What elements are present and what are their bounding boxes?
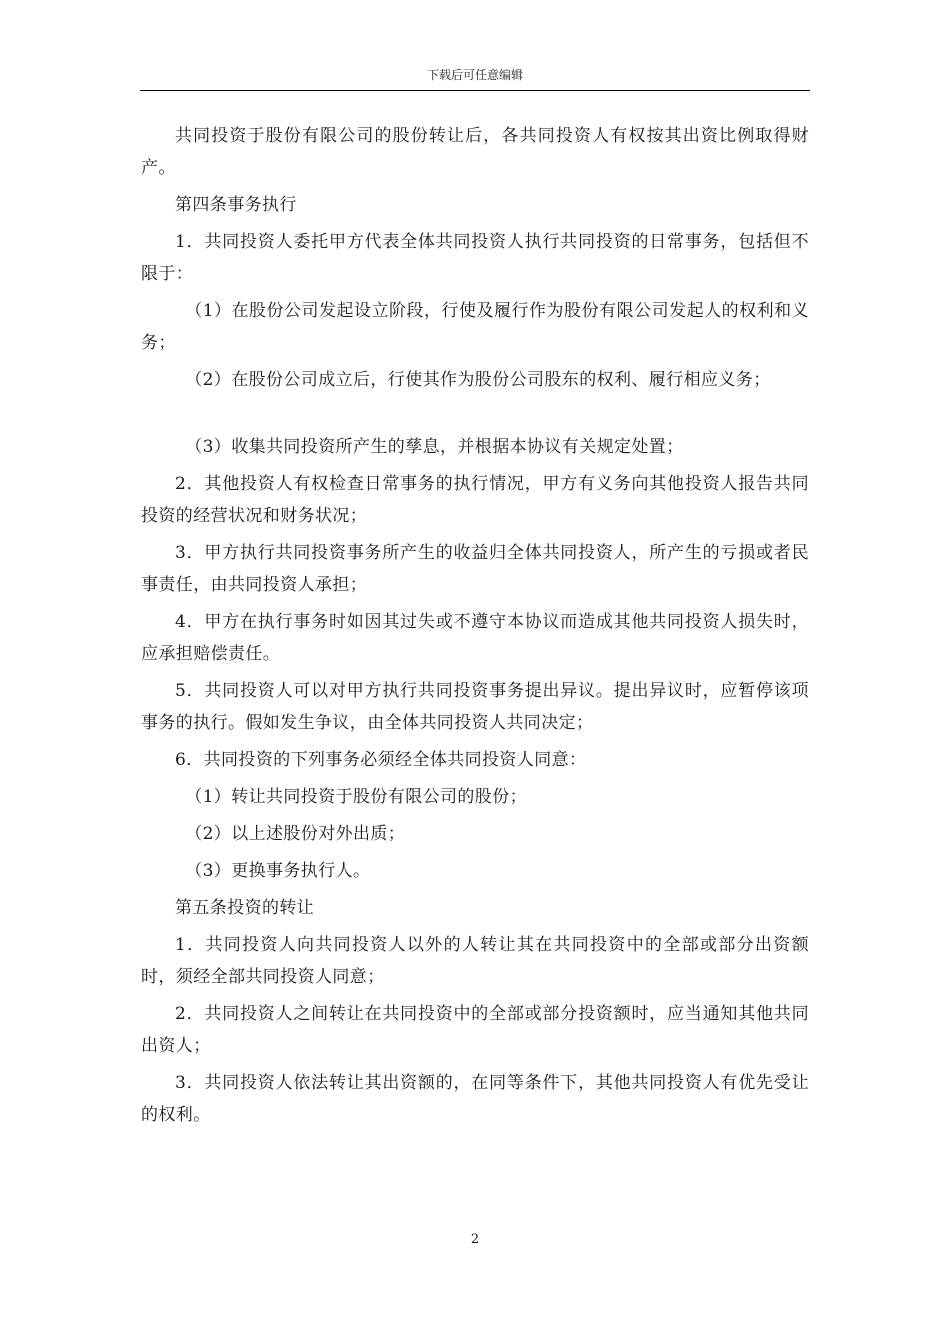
header-rule <box>140 90 810 91</box>
paragraph-4-6: 6．共同投资的下列事务必须经全体共同投资人同意： <box>175 750 587 770</box>
paragraph-4-1-item-1: （1）在股份公司发起设立阶段，行使及履行作为股份有限公司发起人的权利和义务； <box>141 301 809 353</box>
paragraph-4-1-item-2: （2）在股份公司成立后，行使其作为股份公司股东的权利、履行相应义务； <box>185 370 771 390</box>
document-body <box>141 120 809 1136</box>
page-number: 2 <box>470 1232 480 1247</box>
article-5-heading: 第五条投资的转让 <box>175 898 315 918</box>
paragraph-5-3: 3．共同投资人依法转让其出资额的，在同等条件下，其他共同投资人有优先受让的权利。 <box>141 1073 809 1125</box>
paragraph-share-transfer-property: 共同投资于股份有限公司的股份转让后，各共同投资人有权按其出资比例取得财产。 <box>141 126 809 178</box>
paragraph-4-4: 4．甲方在执行事务时如因其过失或不遵守本协议而造成其他共同投资人损失时，应承担赔偿责任。 <box>141 612 809 664</box>
article-4-heading: 第四条事务执行 <box>175 195 297 215</box>
paragraph-5-2: 2．共同投资人之间转让在共同投资中的全部或部分投资额时，应当通知其他共同出资人； <box>141 1004 809 1056</box>
paragraph-4-6-item-1: （1）转让共同投资于股份有限公司的股份； <box>185 787 528 807</box>
paragraph-4-3: 3．甲方执行共同投资事务所产生的收益归全体共同投资人，所产生的亏损或者民事责任，由共同投资人承担； <box>141 543 809 595</box>
paragraph-5-1: 1．共同投资人向共同投资人以外的人转让其在共同投资中的全部或部分出资额时，须经全部共同投资人同意； <box>141 935 809 987</box>
paragraph-4-1: 1．共同投资人委托甲方代表全体共同投资人执行共同投资的日常事务，包括但不限于： <box>141 232 809 284</box>
paragraph-4-2: 2．其他投资人有权检查日常事务的执行情况，甲方有义务向其他投资人报告共同投资的经营状况和财务状况； <box>141 474 809 526</box>
paragraph-4-6-item-2: （2）以上述股份对外出质； <box>185 824 406 844</box>
paragraph-4-5: 5．共同投资人可以对甲方执行共同投资事务提出异议。提出异议时，应暂停该项事务的执行。假如发生争议，由全体共同投资人共同决定； <box>141 681 809 733</box>
paragraph-4-6-item-3: （3）更换事务执行人。 <box>185 861 371 881</box>
paragraph-4-1-item-3: （3）收集共同投资所产生的孳息，并根据本协议有关规定处置； <box>185 437 684 457</box>
page-header: 下载后可任意编辑 <box>426 68 523 82</box>
